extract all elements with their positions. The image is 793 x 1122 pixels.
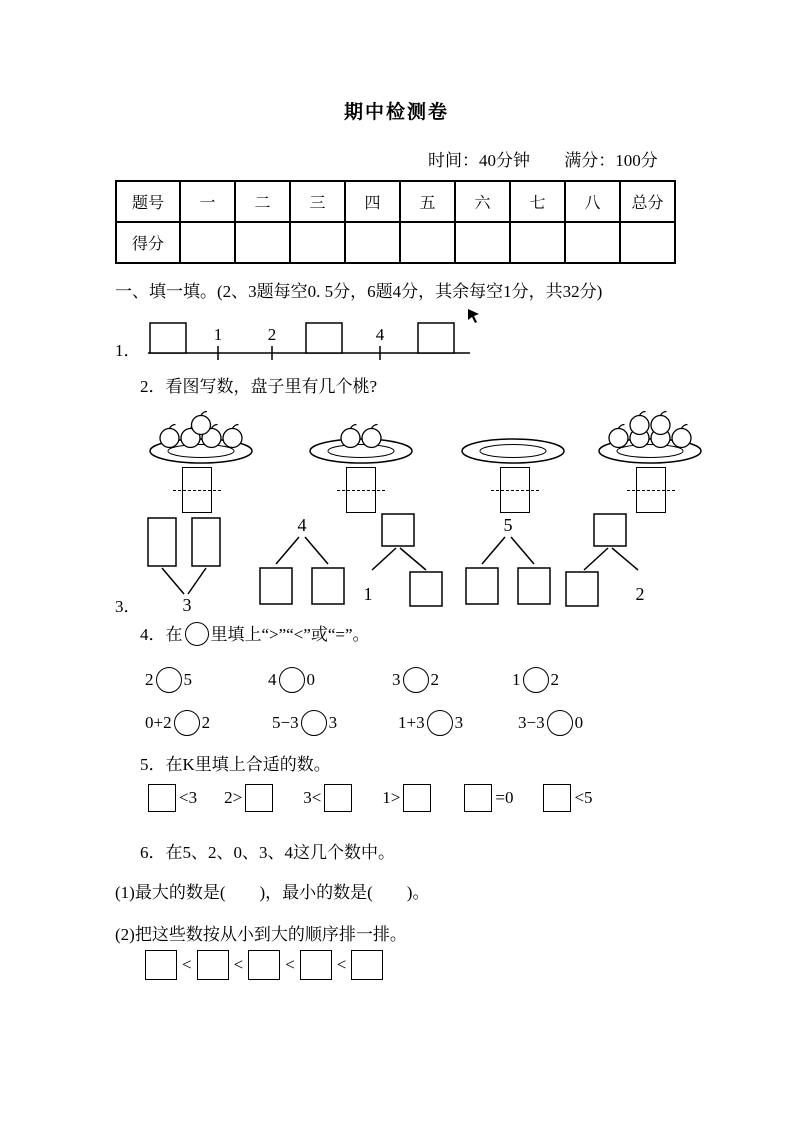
q3-answer-box[interactable] [312, 568, 344, 604]
q2-answer-box[interactable] [182, 467, 212, 513]
q5-answer-box[interactable] [148, 784, 176, 812]
q4-answer-circle[interactable] [427, 710, 453, 736]
q5-answer-box[interactable] [324, 784, 352, 812]
score-blank-cell[interactable] [290, 222, 345, 263]
q5-item [224, 784, 276, 812]
q4-answer-circle[interactable] [279, 667, 305, 693]
less-than-sign: < [285, 955, 295, 974]
q3-answer-box[interactable] [594, 514, 626, 546]
score-header-cell: 五 [400, 181, 455, 222]
q6-answer-box[interactable] [300, 950, 332, 980]
bond-line [400, 548, 426, 570]
peach-icon [192, 416, 211, 435]
q5-before-text: 1> [382, 788, 401, 807]
q4-right-value: 0 [306, 670, 315, 689]
q4-left-value: 1 [512, 670, 521, 689]
q4-example-circle [185, 622, 209, 646]
q2-answer-box[interactable] [346, 467, 376, 513]
peach-icon [160, 429, 179, 448]
q6-answer-box[interactable] [351, 950, 383, 980]
score-table [115, 180, 676, 264]
q3-bond-5 [556, 512, 660, 608]
less-than-sign: < [336, 955, 347, 974]
peach-icon [341, 429, 360, 448]
score-header-cell: 六 [455, 181, 510, 222]
q4-right-value: 2 [201, 713, 211, 732]
q1-number: 1． [115, 341, 141, 360]
q5-answer-box[interactable] [403, 784, 431, 812]
q5-after-text: <5 [574, 788, 593, 807]
exam-fullscore: 满分：100分 [564, 151, 658, 170]
q4-answer-circle[interactable] [547, 710, 573, 736]
q4-left-value: 3 [392, 670, 401, 689]
q5-item [303, 784, 355, 812]
q4-text-prefix: 4．在 [140, 625, 183, 644]
peach-stem [661, 412, 667, 416]
q4-left-value: 1+3 [398, 713, 425, 732]
score-blank-cell[interactable] [345, 222, 400, 263]
score-header-cell: 题号 [116, 181, 180, 222]
q5-before-text: 3< [303, 788, 322, 807]
q2-text: 2．看图写数，盘子里有几个桃? [140, 377, 378, 396]
q3-bond-1 [140, 516, 236, 614]
section-one-heading: 一、填一填。(2、3题每空0. 5分，6题4分，其余每空1分，共32分) [115, 282, 603, 301]
q6-sub2: (2)把这些数按从小到大的顺序排一排。 [115, 925, 407, 944]
q4-right-value: 3 [454, 713, 464, 732]
plate-with-peaches [597, 405, 703, 467]
score-blank-cell[interactable] [180, 222, 235, 263]
q1-number-sequence [148, 312, 478, 364]
q5-answer-box[interactable] [543, 784, 571, 812]
q5-text: 5．在K里填上合适的数。 [140, 755, 331, 774]
q3-bond-value: 2 [635, 584, 645, 604]
q5-row [145, 784, 593, 812]
q3-bond-2 [252, 514, 352, 608]
peach-stem [640, 412, 646, 416]
q1-answer-box[interactable] [418, 323, 454, 353]
q4-answer-circle[interactable] [403, 667, 429, 693]
peach-stem [233, 425, 239, 429]
less-than-sign: < [233, 955, 244, 974]
q3-bond-value: 3 [182, 595, 192, 614]
q4-compare-item [145, 667, 192, 693]
q4-left-value: 2 [145, 670, 154, 689]
q4-compare-item [145, 710, 210, 736]
q3-answer-box[interactable] [518, 568, 550, 604]
q3-bond-value: 1 [363, 584, 373, 604]
page-title: 期中检测卷 [343, 102, 449, 123]
q3-bond-value: 5 [503, 515, 513, 535]
q6-answer-box[interactable] [145, 950, 177, 980]
q4-right-value: 0 [574, 713, 584, 732]
q3-answer-box[interactable] [382, 514, 414, 546]
q1-answer-box[interactable] [306, 323, 342, 353]
q4-compare-item [272, 710, 337, 736]
q4-right-value: 2 [430, 670, 439, 689]
peach-stem [682, 425, 688, 429]
exam-meta [428, 146, 658, 171]
peach-icon [630, 416, 649, 435]
q4-right-value: 2 [550, 670, 559, 689]
less-than-sign: < [182, 955, 192, 974]
q4-compare-item [512, 667, 559, 693]
q1-tick-label: 1 [213, 325, 223, 344]
score-blank-cell[interactable] [510, 222, 565, 263]
q4-text [140, 620, 370, 646]
cursor-artifact [466, 308, 482, 324]
q4-compare-item [392, 667, 439, 693]
score-header-cell: 八 [565, 181, 620, 222]
plate-with-peaches [148, 405, 254, 467]
q4-answer-circle[interactable] [156, 667, 182, 693]
q3-answer-box[interactable] [410, 572, 442, 606]
peach-icon [609, 429, 628, 448]
bond-line [188, 568, 206, 594]
q3-answer-box[interactable] [192, 518, 220, 566]
peach-stem [372, 425, 378, 429]
q4-answer-circle[interactable] [523, 667, 549, 693]
peach-stem [619, 425, 625, 429]
score-blank-cell[interactable] [620, 222, 675, 263]
score-header-cell: 七 [510, 181, 565, 222]
q6-sub1: (1)最大的数是( )，最小的数是( )。 [115, 883, 430, 902]
score-table-score-row [116, 222, 675, 263]
peach-stem [170, 425, 176, 429]
score-header-cell: 一 [180, 181, 235, 222]
q3-bond-4 [458, 514, 558, 608]
q5-after-text: =0 [495, 788, 514, 807]
q3-bond-3 [346, 512, 450, 608]
peach-icon [672, 429, 691, 448]
q4-compare-item [518, 710, 583, 736]
q5-item [461, 784, 513, 812]
peach-stem [351, 425, 357, 429]
q4-compare-item [398, 710, 463, 736]
q5-item [145, 784, 197, 812]
q1-tick-label: 4 [375, 325, 385, 344]
q5-answer-box[interactable] [245, 784, 273, 812]
q4-left-value: 4 [268, 670, 277, 689]
plate-with-peaches [308, 405, 414, 467]
bond-line [482, 537, 505, 564]
peach-icon [362, 429, 381, 448]
score-blank-cell[interactable] [565, 222, 620, 263]
bond-line [612, 548, 638, 570]
plate-with-peaches [460, 405, 566, 467]
q5-answer-box[interactable] [464, 784, 492, 812]
q2-answer-box[interactable] [500, 467, 530, 513]
q4-left-value: 3−3 [518, 713, 545, 732]
score-header-cell: 三 [290, 181, 345, 222]
q5-item [540, 784, 592, 812]
peach-icon [223, 429, 242, 448]
score-header-cell: 四 [345, 181, 400, 222]
q4-right-value: 3 [328, 713, 338, 732]
plate-rim [462, 439, 564, 463]
score-header-cell: 二 [235, 181, 290, 222]
q4-compare-item [268, 667, 315, 693]
score-header-cell: 总分 [620, 181, 675, 222]
plate-rim [310, 439, 412, 463]
q6-text: 6．在5、2、0、3、4这几个数中。 [140, 843, 395, 862]
q4-left-value: 0+2 [145, 713, 172, 732]
q4-left-value: 5−3 [272, 713, 299, 732]
score-table-header-row [116, 181, 675, 222]
bond-line [276, 537, 299, 564]
q4-right-value: 5 [183, 670, 192, 689]
q3-bond-value: 4 [297, 515, 307, 535]
score-label-cell: 得分 [116, 222, 180, 263]
q3-answer-box[interactable] [260, 568, 292, 604]
score-blank-cell[interactable] [235, 222, 290, 263]
q3-answer-box[interactable] [148, 518, 176, 566]
q6-answer-box[interactable] [248, 950, 280, 980]
score-blank-cell[interactable] [455, 222, 510, 263]
peach-stem [201, 412, 207, 416]
q3-answer-box[interactable] [566, 572, 598, 606]
q5-item [382, 784, 434, 812]
bond-line [584, 548, 608, 570]
score-blank-cell[interactable] [400, 222, 455, 263]
peach-icon [651, 416, 670, 435]
q6-order-row [145, 950, 383, 980]
bond-line [372, 548, 396, 570]
peach-stem [212, 425, 218, 429]
q3-answer-box[interactable] [466, 568, 498, 604]
q2-answer-box[interactable] [636, 467, 666, 513]
q4-answer-circle[interactable] [174, 710, 200, 736]
q4-text-suffix: 里填上“>”“<”或“=”。 [210, 625, 370, 644]
q1-answer-box[interactable] [150, 323, 186, 353]
q6-answer-box[interactable] [197, 950, 229, 980]
q3-number: 3． [115, 597, 141, 616]
bond-line [162, 568, 184, 594]
q5-before-text: 2> [224, 788, 243, 807]
bond-line [511, 537, 534, 564]
q5-after-text: <3 [179, 788, 198, 807]
bond-line [305, 537, 328, 564]
q1-tick-label: 2 [267, 325, 277, 344]
exam-time: 时间：40分钟 [428, 151, 530, 170]
q4-answer-circle[interactable] [301, 710, 327, 736]
